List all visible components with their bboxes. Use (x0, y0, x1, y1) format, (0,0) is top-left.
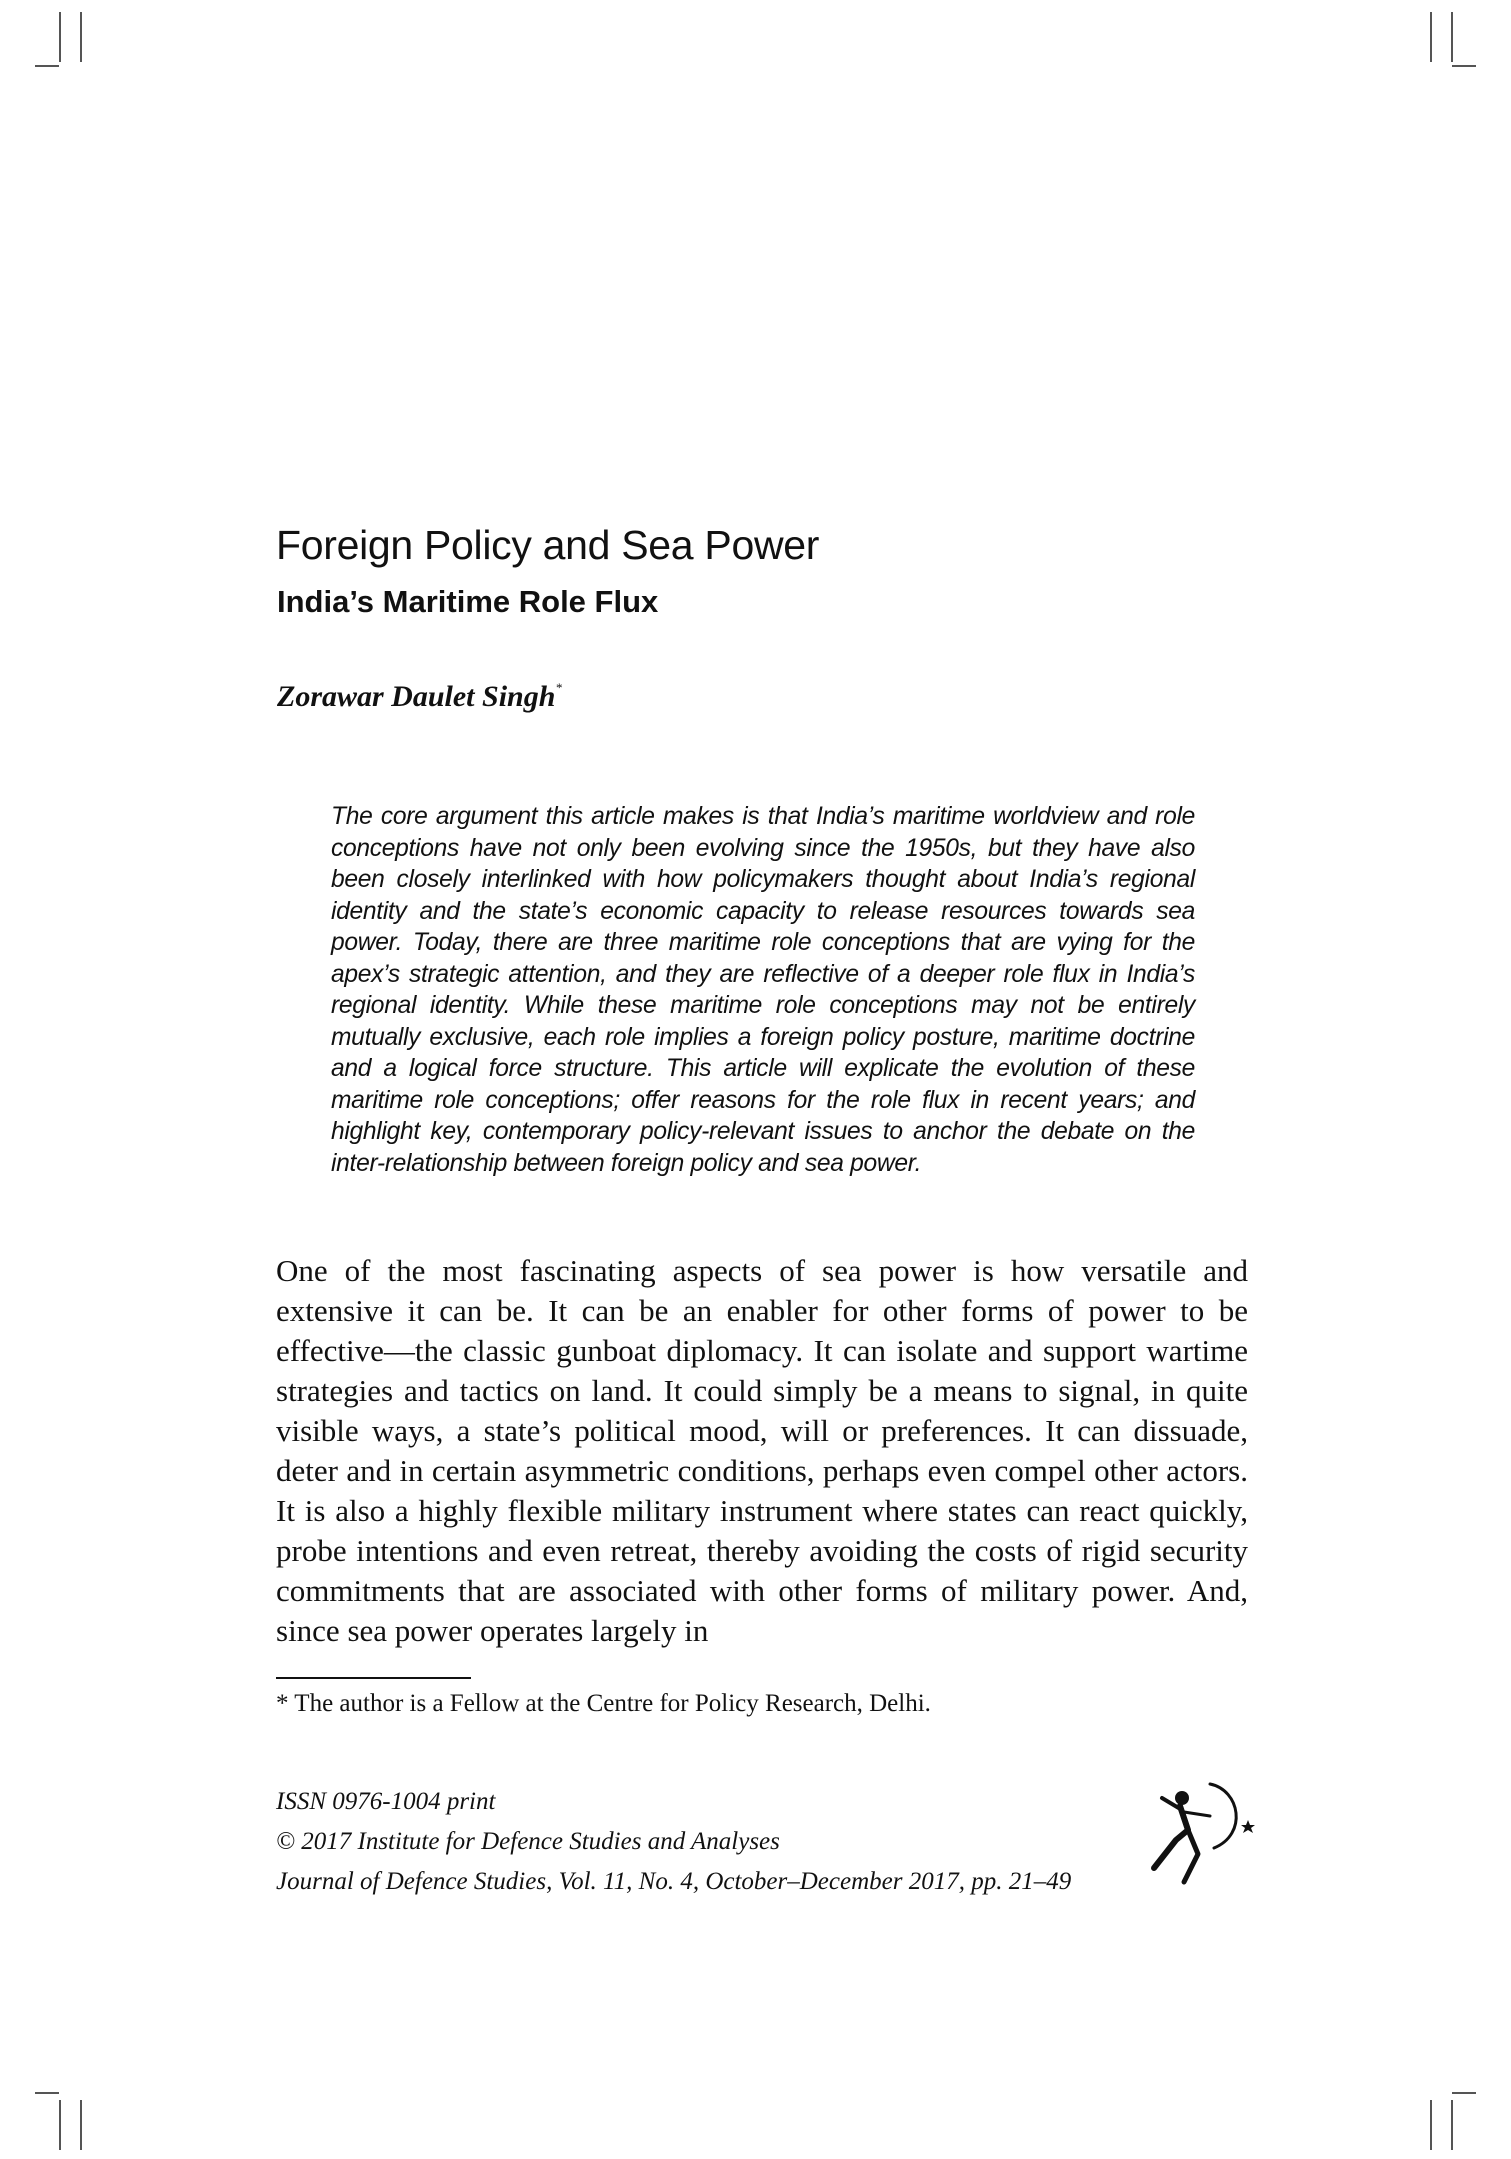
article-subtitle: India’s Maritime Role Flux (277, 584, 659, 619)
crop-mark (59, 12, 61, 62)
crop-mark (1452, 65, 1476, 67)
crop-mark (35, 65, 59, 67)
crop-mark (1430, 2100, 1432, 2150)
crop-mark (1452, 2092, 1476, 2094)
body-paragraph: One of the most fascinating aspects of sea power is how versatile and extensive it can be. It can be an enabler for other forms of power to be effective—the classic gunboat diplomacy. It can isolate and support wartime strategies and tactics on land. It could simply be a means to signal, in quite visible ways, a state’s political mood, will or preferences. It can dissuade, deter and in certain asymmetric conditions, perhaps even compel other actors. It is also a highly flexible military instrument where states can react quickly, probe intentions and even retreat, thereby avoiding the costs of rigid security commitments that are associated with other forms of military power. And, since sea power operates largely in (276, 1253, 1248, 1648)
crop-mark (1430, 12, 1432, 62)
issn-line: ISSN 0976-1004 print (276, 1788, 496, 1815)
publication-info (276, 1782, 1071, 1902)
crop-mark (80, 2100, 82, 2150)
crop-mark (1451, 12, 1453, 62)
crop-mark (80, 12, 82, 62)
author-footnote-mark: * (555, 680, 562, 695)
crop-mark (59, 2100, 61, 2150)
crop-mark (1451, 2100, 1453, 2150)
article-title: Foreign Policy and Sea Power (276, 522, 820, 568)
footnote-rule (276, 1677, 471, 1679)
author-name: Zorawar Daulet Singh (277, 680, 556, 713)
crop-mark (35, 2092, 59, 2094)
abstract: The core argument this article makes is that India’s maritime worldview and role conceptions have not only been evolving since the 1950s, but they have also been closely interlinked with how policymakers thought about India’s regional identity and the state’s economic capacity to release resources towards sea power. Today, there are three maritime role conceptions that are vying for the apex’s strategic attention, and they are reflective of a deeper role flux in India’s regional identity. While these maritime role conceptions may not be entirely mutually exclusive, each role implies a foreign policy posture, maritime doctrine and a logical force structure. This article will explicate the evolution of these maritime role conceptions; offer reasons for the role flux in recent years; and highlight key, contemporary policy-relevant issues to anchor the debate on the inter-relationship between foreign policy and sea power. (331, 803, 1195, 1177)
copyright-line: © 2017 Institute for Defence Studies and Analyses (276, 1828, 780, 1855)
author-byline (277, 680, 562, 714)
publisher-archer-logo-icon (1140, 1776, 1260, 1888)
footnote: * The author is a Fellow at the Centre for Policy Research, Delhi. (276, 1690, 931, 1717)
citation-line: Journal of Defence Studies, Vol. 11, No. 4, October–December 2017, pp. 21–49 (276, 1868, 1072, 1895)
